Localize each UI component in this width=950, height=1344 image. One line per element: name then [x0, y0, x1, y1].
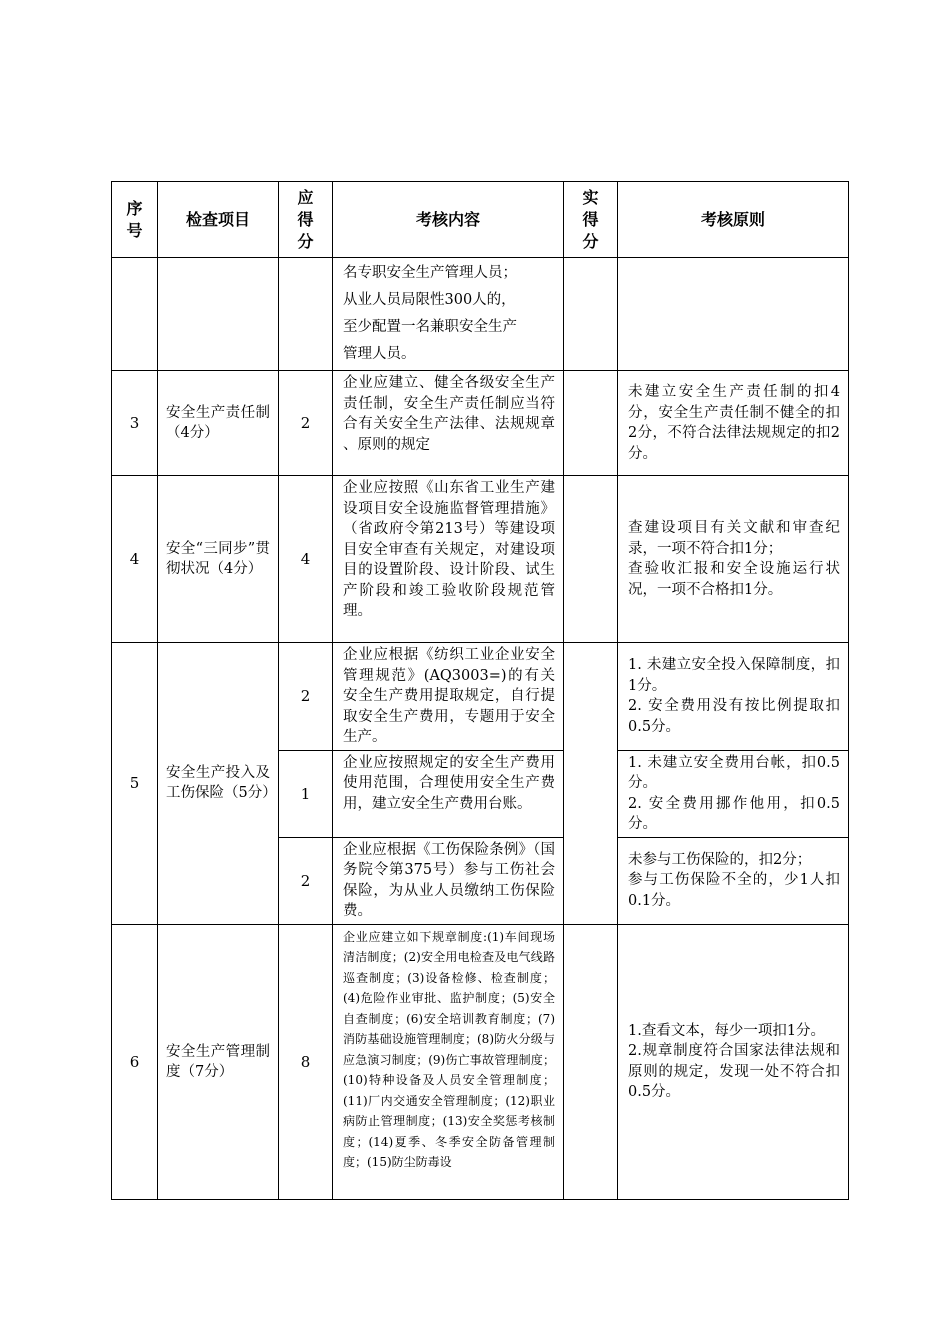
- assessment-table: [111, 181, 849, 1200]
- rule-line: 查验收汇报和安全设施运行状况，一项不合格扣1分。: [628, 561, 840, 598]
- cell-no: [112, 258, 158, 371]
- header-item: 检查项目: [158, 182, 279, 258]
- content-line: 名专职安全生产管理人员；: [343, 265, 517, 281]
- table-row: [112, 643, 849, 751]
- content-line: 管理人员。: [343, 346, 416, 362]
- cell-actual: [564, 643, 618, 925]
- table-row: [112, 476, 849, 643]
- header-row: [112, 182, 849, 258]
- cell-content: [333, 258, 564, 371]
- cell-rule: [618, 258, 849, 371]
- rule-line: 2. 安全费用没有按比例提取扣0.5分。: [628, 698, 840, 735]
- rule-line: 未参与工伤保险的，扣2分；: [628, 851, 812, 868]
- cell-actual: [564, 371, 618, 476]
- cell-rule: 未建立安全生产责任制的扣4分，安全生产责任制不健全的扣2分，不符合法律法规规定的扣2分。: [618, 371, 849, 476]
- cell-no: 5: [112, 643, 158, 925]
- table-row: [112, 258, 849, 371]
- cell-score: 2: [279, 371, 333, 476]
- header-actual-score: 实得分: [564, 182, 618, 258]
- header-content: 考核内容: [333, 182, 564, 258]
- rule-line: 参与工伤保险不全的，少1人扣0.1分。: [628, 872, 840, 909]
- cell-rule: [618, 750, 849, 837]
- cell-rule: [618, 924, 849, 1199]
- cell-actual: [564, 476, 618, 643]
- cell-item: [158, 258, 279, 371]
- cell-item: 安全生产责任制（4分）: [158, 371, 279, 476]
- rule-line: 查建设项目有关文献和审查纪录，一项不符合扣1分；: [628, 520, 840, 557]
- table-row: [112, 371, 849, 476]
- content-line: 至少配置一名兼职安全生产: [343, 319, 517, 335]
- header-due-score: 应得分: [279, 182, 333, 258]
- rule-line: 2.规章制度符合国家法律法规和原则的规定，发现一处不符合扣0.5分。: [628, 1043, 840, 1100]
- table-row: [112, 924, 849, 1199]
- cell-rule: [618, 643, 849, 751]
- cell-actual: [564, 924, 618, 1199]
- rule-line: 1. 未建立安全费用台帐，扣0.5分。: [628, 754, 840, 791]
- header-no: 序号: [112, 182, 158, 258]
- rule-line: 2. 安全费用挪作他用，扣0.5分。: [628, 795, 840, 832]
- cell-content: 企业应根据《纺织工业企业安全管理规范》(AQ3003=)的有关安全生产费用提取规定，自行提取安全生产费用，专题用于安全生产。: [333, 643, 564, 751]
- cell-no: 4: [112, 476, 158, 643]
- cell-score: 8: [279, 924, 333, 1199]
- content-line: 从业人员局限性300人的，: [343, 292, 516, 308]
- cell-item: 安全生产投入及工伤保险（5分）: [158, 643, 279, 925]
- cell-score: 4: [279, 476, 333, 643]
- cell-content: 企业应建立、健全各级安全生产责任制，安全生产责任制应当符合有关安全生产法律、法规规章 、原则的规定: [333, 371, 564, 476]
- cell-item: 安全“三同步”贯彻状况（4分）: [158, 476, 279, 643]
- cell-content: 企业应建立如下规章制度:(1)车间现场清洁制度；(2)安全用电检查及电气线路巡查制度；(3)设备检修、检查制度；(4)危险作业审批、监护制度；(5)安全自查制度；(6)安全培训教育制度；(7)消防基础设施管理制度；(8)防火分级与应急演习制度；(9)伤亡事故管理制度；(10)特种设备及人员安全管理制度；(11)厂内交通安全管理制度；(12)职业病防止管理制度；(13)安全奖惩考核制度；(14)夏季、冬季安全防备管理制度；(15)防尘防毒设: [333, 924, 564, 1199]
- cell-content: 企业应根据《工伤保险条例》（国务院令第375号）参与工伤社会保险，为从业人员缴纳工伤保险费。: [333, 837, 564, 924]
- cell-no: 3: [112, 371, 158, 476]
- cell-rule: [618, 837, 849, 924]
- cell-score: [279, 258, 333, 371]
- cell-actual: [564, 258, 618, 371]
- cell-content: 企业应按照规定的安全生产费用使用范围，合理使用安全生产费用，建立安全生产费用台账。: [333, 750, 564, 837]
- cell-content: 企业应按照《山东省工业生产建设项目安全设施监督管理措施》（省政府令第213号）等建设项目安全审查有关规定，对建设项目的设置阶段、设计阶段、试生产阶段和竣工验收阶段规范管理。: [333, 476, 564, 643]
- header-rule: 考核原则: [618, 182, 849, 258]
- cell-item: 安全生产管理制度（7分）: [158, 924, 279, 1199]
- cell-score: 2: [279, 643, 333, 751]
- cell-rule: [618, 476, 849, 643]
- cell-score: 2: [279, 837, 333, 924]
- cell-score: 1: [279, 750, 333, 837]
- cell-no: 6: [112, 924, 158, 1199]
- rule-line: 1. 未建立安全投入保障制度，扣1分。: [628, 657, 840, 694]
- rule-line: 1.查看文本，每少一项扣1分。: [628, 1022, 826, 1039]
